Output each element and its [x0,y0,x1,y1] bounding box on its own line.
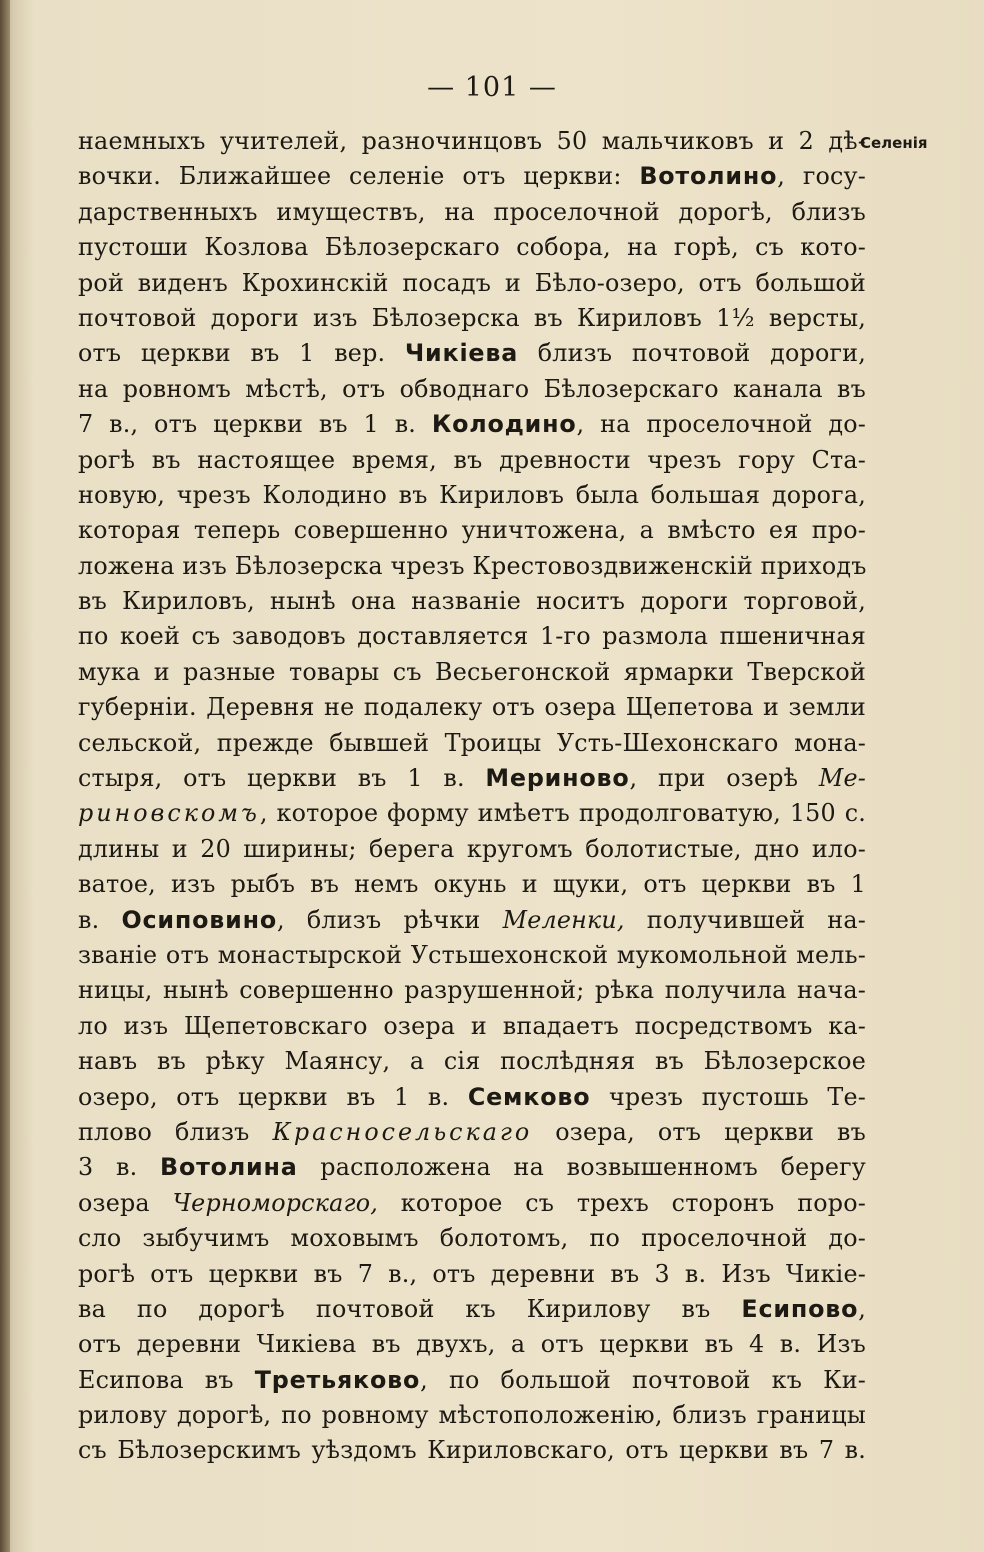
text-line [78,1327,866,1362]
text-line [78,1221,866,1256]
text-span: рогѣ отъ церкви въ 7 в., отъ деревни въ 3 в. Изъ Чикіе- [78,1259,866,1288]
text-span: ва по дорогѣ почтовой къ Кирилову въ [78,1294,742,1323]
place-name: Вотолина [160,1153,298,1182]
text-span: отъ церкви въ 1 вер. [78,339,405,368]
text-line [78,443,866,478]
text-line [78,867,866,902]
text-span: стыря, отъ церкви въ 1 в. [78,764,486,793]
text-line [78,690,866,725]
text-line [78,124,866,159]
page-number: — 101 — [427,72,557,103]
text-span: на ровномъ мѣстѣ, отъ обводнаго Бѣлозерскаго канала въ [78,374,866,403]
text-line [78,1080,866,1115]
text-span: новую, чрезъ Колодино въ Кириловъ была большая дорога, [78,480,866,509]
text-span: плово близъ [78,1117,273,1146]
text-line [78,619,866,654]
text-line [78,372,866,407]
text-span: , при озерѣ [629,764,819,793]
italic-text: Меленки, [502,905,625,934]
text-span: сло зыбучимъ моховымъ болотомъ, по проселочной до- [78,1224,866,1253]
italic-text: Красносельскаго [272,1117,533,1146]
margin-note: Селенія [860,134,928,152]
text-span: длины и 20 ширины; берега кругомъ болотистые, дно ило- [78,834,866,863]
place-name: Осиповино [121,905,278,934]
page-binding-edge [0,0,10,1552]
text-span: , которое форму имѣетъ продолговатую, 150 с. [259,799,866,828]
text-line [78,266,866,301]
text-span: ло изъ Щепетовскаго озера и впадаетъ посредствомъ ка- [78,1011,866,1040]
text-line [78,1150,866,1185]
place-name: Мериново [485,764,630,793]
text-span: вочки. Ближайшее селеніе отъ церкви: [78,162,640,191]
text-span: званіе отъ монастырской Устьшехонской мукомольной мель- [78,940,866,969]
text-span: , близъ рѣчки [277,905,503,934]
italic-text: Черноморскаго, [172,1188,379,1217]
text-line [78,336,866,371]
text-span: расположена на возвышенномъ берегу [297,1153,867,1182]
text-span: рой виденъ Крохинскій посадъ и Бѣло-озеро, отъ большой [78,268,866,297]
text-span: получившей на- [624,905,866,934]
text-span: ницы, нынѣ совершенно разрушенной; рѣка получила нача- [78,976,866,1005]
place-name: Есипово [741,1294,859,1323]
text-span: которое съ трехъ сторонъ поро- [378,1188,866,1217]
text-span: по коей съ заводовъ доставляется 1-го размола пшеничная [78,622,866,651]
text-span: отъ деревни Чикіева въ двухъ, а отъ церкви въ 4 в. Изъ [78,1330,866,1359]
text-line [78,761,866,796]
text-line [78,655,866,690]
text-line [78,513,866,548]
place-name: Чикіева [404,339,519,368]
text-line [78,230,866,265]
text-line [78,832,866,867]
place-name: Колодино [431,410,577,439]
text-span: ватое, изъ рыбъ въ немъ окунь и щуки, отъ церкви въ 1 [78,870,866,899]
text-line [78,549,866,584]
text-line [78,726,866,761]
text-span: близъ почтовой дороги, [518,339,866,368]
text-span: въ Кириловъ, нынѣ она названіе носитъ дороги торговой, [78,587,866,616]
text-span: , госу- [777,162,866,191]
text-line [78,195,866,230]
text-line [78,903,866,938]
text-span: навъ въ рѣку Маянсу, а сія послѣдняя въ Бѣлозерское [78,1047,866,1076]
place-name: Семково [467,1082,591,1111]
text-line [78,1398,866,1433]
text-span: , [858,1294,866,1323]
place-name: Вотолино [639,162,778,191]
text-line [78,973,866,1008]
text-span: которая теперь совершенно уничтожена, а вмѣсто ея про- [78,516,866,545]
text-line [78,1186,866,1221]
text-line [78,584,866,619]
text-span: рилову дорогѣ, по ровному мѣстоположенію, близъ границы [78,1401,866,1430]
text-span: озера, отъ церкви въ [532,1117,866,1146]
text-span: ложена изъ Бѣлозерска чрезъ Крестовоздвиженскій приходъ [78,551,867,580]
text-line [78,301,866,336]
text-span: почтовой дороги изъ Бѣлозерска въ Кириловъ 1½ версты, [78,303,866,332]
text-span: в. [78,905,122,934]
text-line [78,1009,866,1044]
text-span: , на проселочной до- [576,410,867,439]
text-line [78,478,866,513]
text-span: 7 в., отъ церкви въ 1 в. [78,410,432,439]
text-span: губерніи. Деревня не подалеку отъ озера Щепетова и земли [78,693,866,722]
text-span: Есипова въ [78,1365,255,1394]
text-line [78,1115,866,1150]
text-span: съ Бѣлозерскимъ уѣздомъ Кириловскаго, отъ церкви въ 7 в. [78,1436,866,1465]
text-span: дарственныхъ имуществъ, на проселочной дорогѣ, близъ [78,197,866,226]
text-line [78,1257,866,1292]
text-span: , по большой почтовой къ Ки- [420,1365,866,1394]
text-span: озера [78,1188,173,1217]
text-span: чрезъ пустошь Те- [590,1082,866,1111]
italic-text: риновскомъ [78,799,260,828]
text-span: наемныхъ учителей, разночинцовъ 50 мальчиковъ и 2 дѣ- [78,127,866,155]
text-line [78,938,866,973]
text-line [78,159,866,194]
text-line [78,1363,866,1398]
text-line [78,1292,866,1327]
text-span: рогѣ въ настоящее время, въ древности чрезъ гору Ста- [78,445,866,474]
text-span: пустоши Козлова Бѣлозерскаго собора, на горѣ, съ кото- [78,233,866,262]
place-name: Третьяково [254,1365,421,1394]
text-line [78,1433,866,1468]
text-line [78,407,866,442]
text-line [78,1044,866,1079]
text-span: сельской, прежде бывшей Троицы Усть-Шехонскаго мона- [78,728,866,757]
text-line [78,796,866,831]
text-span: озеро, отъ церкви въ 1 в. [78,1082,468,1111]
text-span: 3 в. [78,1153,160,1182]
italic-text: Ме- [818,764,866,793]
text-span: мука и разные товары съ Весьегонской ярмарки Тверской [78,657,866,686]
body-text [78,124,866,1469]
